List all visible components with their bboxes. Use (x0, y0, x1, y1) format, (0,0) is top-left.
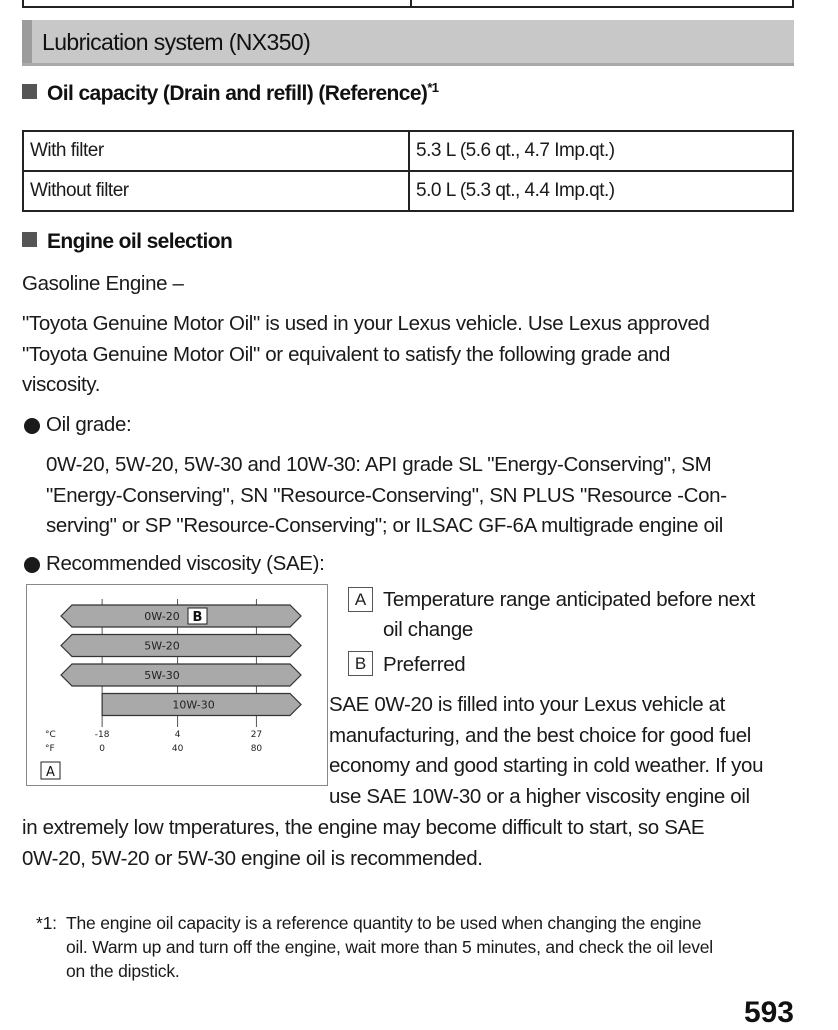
bullet-dot-icon (24, 557, 40, 573)
legend-text-b: Preferred (383, 653, 466, 676)
row-value: 5.3 L (5.6 qt., 4.7 Imp.qt.) (409, 131, 793, 171)
tick-label-c: 27 (250, 730, 263, 740)
previous-table-fragment (22, 0, 794, 8)
footnote-text: The engine oil capacity is a reference quantity to be used when changing the engine oil. Warm up and turn off the engine, wait more than 5 minutes, and check the oil level on the dipstick. (66, 913, 713, 981)
oil-capacity-table (22, 130, 794, 212)
oil-grade-text: 0W-20, 5W-20, 5W-30 and 10W-30: API grade SL "Energy-Conserving", SM "Energy-Conserving", SN "Resource-Conserving", SN PLUS "Resource -Con- serving" or SP "Resource-Conserving"; or ILSAC GF-6A multigrade engine oil (46, 453, 727, 537)
bullet-dot-icon (24, 418, 40, 434)
section-title-bar (22, 20, 794, 66)
legend-key-b: B (348, 651, 373, 676)
oil-grade-label: Oil grade: (46, 413, 132, 436)
viscosity-chart-svg (27, 585, 329, 787)
viscosity-bar-label: 10W-30 (172, 698, 215, 712)
engine-type: Gasoline Engine – (22, 272, 184, 295)
unit-f-label: °F (45, 744, 55, 754)
tick-label-c: 4 (174, 730, 181, 740)
square-bullet-icon (22, 84, 37, 99)
viscosity-bar (61, 635, 301, 657)
section-title: Lubrication system (NX350) (42, 29, 311, 55)
row-label: Without filter (23, 171, 409, 211)
tick-label-f: 0 (99, 744, 106, 754)
tick-label-f: 80 (250, 744, 263, 754)
intro-paragraph: "Toyota Genuine Motor Oil" is used in your Lexus vehicle. Use Lexus approved "Toyota Genuine Motor Oil" or equivalent to satisfy the following grade and viscosity. (22, 312, 710, 396)
legend-text-a: Temperature range anticipated before next oil change (383, 588, 755, 641)
engine-oil-heading: Engine oil selection (22, 230, 232, 254)
legend-key-a: A (348, 587, 373, 612)
viscosity-label: Recommended viscosity (SAE): (46, 552, 325, 575)
tick-label-f: 40 (171, 744, 184, 754)
viscosity-bar-label: 0W-20 (144, 610, 180, 623)
footnote-ref: *1 (427, 80, 439, 95)
tick-label-c: -18 (94, 730, 110, 740)
row-value: 5.0 L (5.3 qt., 4.4 Imp.qt.) (409, 171, 793, 211)
oil-capacity-heading: Oil capacity (Drain and refill) (Reference)$^{*1}$ (22, 80, 438, 106)
recommendation-text-wrapped: SAE 0W-20 is filled into your Lexus vehicle at manufacturing, and the best choice for good fuel economy and good starting in cold weather. If you use SAE 10W-30 or a higher viscosity engine oil (329, 693, 764, 808)
table-row (23, 171, 793, 211)
table-row (23, 131, 793, 171)
preferred-marker-label: B (192, 610, 203, 625)
axis-key-label: A (46, 765, 55, 780)
viscosity-bar-label: 5W-20 (144, 639, 180, 653)
row-label: With filter (23, 131, 409, 171)
square-bullet-icon (22, 232, 37, 247)
viscosity-bar (61, 605, 301, 627)
viscosity-chart (26, 584, 328, 786)
viscosity-bar-label: 5W-30 (144, 669, 180, 682)
recommendation-text: in extremely low tmperatures, the engine may become difficult to start, so SAE 0W-20, 5W-20 or 5W-30 engine oil is recommended. (22, 816, 705, 870)
footnote-marker: *1: (36, 913, 57, 933)
unit-c-label: °C (45, 730, 56, 740)
page-number: 593 (743, 996, 794, 1029)
viscosity-bar (61, 664, 301, 686)
